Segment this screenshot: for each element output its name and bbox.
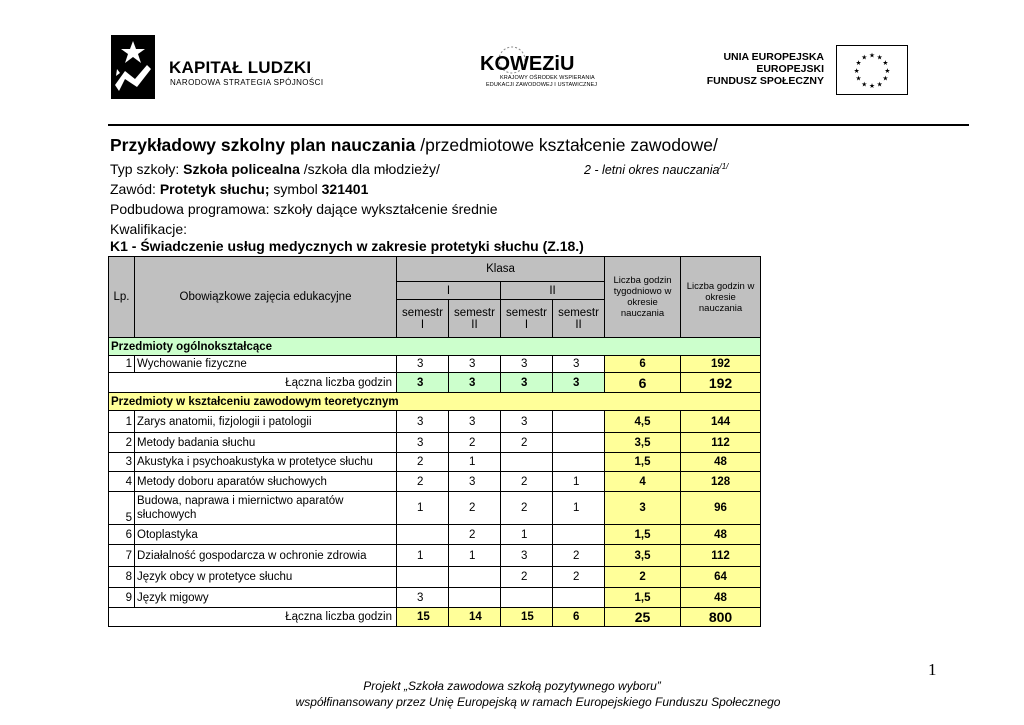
svg-text:★: ★ bbox=[884, 66, 891, 75]
cell-sem bbox=[501, 588, 553, 608]
cell-weekly: 1,5 bbox=[605, 453, 681, 472]
sum-total: 192 bbox=[681, 373, 761, 393]
cell-subject: Otoplastyka bbox=[135, 525, 397, 545]
eu-line3: FUNDUSZ SPOŁECZNY bbox=[706, 75, 824, 87]
sum-sem: 3 bbox=[449, 373, 501, 393]
cell-sem: 3 bbox=[501, 545, 553, 567]
cell-total: 144 bbox=[681, 411, 761, 433]
cell-sem: 3 bbox=[397, 433, 449, 453]
kowezu-line1: KRAJOWY OŚRODEK WSPIERANIA bbox=[500, 75, 595, 81]
cell-total: 112 bbox=[681, 545, 761, 567]
footer-funding: współfinansowany przez Unię Europejską w ramach Europejskiego Funduszu Społecznego bbox=[295, 695, 781, 709]
cell-sem: 3 bbox=[553, 356, 605, 373]
header-weekly: Liczba godzin tygodniowo w okresie nauczania bbox=[605, 257, 681, 338]
cell-lp: 8 bbox=[109, 567, 135, 588]
cell-sem bbox=[501, 453, 553, 472]
cell-sem bbox=[449, 567, 501, 588]
sum-sem: 14 bbox=[449, 608, 501, 627]
cell-sem: 1 bbox=[449, 545, 501, 567]
document-title: Przykładowy szkolny plan nauczania /przedmiotowe kształcenie zawodowe/ bbox=[110, 135, 718, 155]
kapital-ludzki-logo bbox=[111, 33, 324, 101]
cell-total: 112 bbox=[681, 433, 761, 453]
cell-sem: 1 bbox=[449, 453, 501, 472]
kowezu-logo bbox=[478, 42, 598, 100]
cell-sem: 3 bbox=[397, 588, 449, 608]
eu-logo bbox=[706, 45, 912, 97]
cell-sem: 1 bbox=[397, 545, 449, 567]
cell-total: 48 bbox=[681, 453, 761, 472]
cell-sem: 2 bbox=[397, 472, 449, 492]
profession-line: Zawód: Protetyk słuchu; symbol 321401 bbox=[110, 181, 369, 197]
cell-total: 96 bbox=[681, 492, 761, 525]
kapital-ludzki-title: KAPITAŁ LUDZKI bbox=[169, 58, 312, 77]
sum-sem: 3 bbox=[553, 373, 605, 393]
cell-weekly: 3,5 bbox=[605, 433, 681, 453]
header-subjects: Obowiązkowe zajęcia edukacyjne bbox=[135, 257, 397, 338]
section-title: Przedmioty w kształceniu zawodowym teoretycznym bbox=[109, 393, 761, 411]
cell-weekly: 1,5 bbox=[605, 588, 681, 608]
svg-text:★: ★ bbox=[861, 53, 868, 62]
teaching-period: 2 - letni okres nauczania$^{/1/}$ bbox=[584, 162, 729, 178]
table-row bbox=[109, 453, 761, 472]
cell-sem: 2 bbox=[501, 492, 553, 525]
sum-weekly: 25 bbox=[605, 608, 681, 627]
table-header-row-1 bbox=[109, 257, 761, 282]
table-row bbox=[109, 545, 761, 567]
cell-subject: Język migowy bbox=[135, 588, 397, 608]
header-semester: semestr II bbox=[553, 300, 605, 338]
teaching-plan-table bbox=[108, 256, 761, 627]
eu-line2: EUROPEJSKI bbox=[756, 63, 824, 75]
cell-lp: 9 bbox=[109, 588, 135, 608]
cell-sem: 3 bbox=[449, 356, 501, 373]
svg-text:★: ★ bbox=[868, 82, 876, 91]
header-total: Liczba godzin w okresie nauczania bbox=[681, 257, 761, 338]
kowezu-line2: EDUKACJI ZAWODOWEJ I USTAWICZNEJ bbox=[486, 82, 598, 88]
cell-sem: 1 bbox=[553, 472, 605, 492]
header-class-1: I bbox=[397, 282, 501, 300]
svg-text:★: ★ bbox=[876, 80, 883, 89]
eu-flag-icon bbox=[836, 45, 908, 95]
cell-lp: 2 bbox=[109, 433, 135, 453]
cell-sem: 3 bbox=[501, 411, 553, 433]
page-number: 1 bbox=[928, 660, 937, 679]
kapital-ludzki-subtitle: NARODOWA STRATEGIA SPÓJNOŚCI bbox=[170, 78, 324, 87]
cell-sem: 3 bbox=[449, 472, 501, 492]
cell-sem: 3 bbox=[397, 356, 449, 373]
cell-sem: 2 bbox=[553, 545, 605, 567]
cell-sem: 2 bbox=[501, 472, 553, 492]
table-row bbox=[109, 492, 761, 525]
cell-subject: Zarys anatomii, fizjologii i patologii bbox=[135, 411, 397, 433]
table-row bbox=[109, 567, 761, 588]
cell-sem: 2 bbox=[553, 567, 605, 588]
cell-sem bbox=[397, 525, 449, 545]
cell-lp: 1 bbox=[109, 411, 135, 433]
cell-total: 64 bbox=[681, 567, 761, 588]
footer-project: Projekt „Szkoła zawodowa szkołą pozytywnego wyboru” bbox=[363, 679, 661, 693]
cell-lp: 7 bbox=[109, 545, 135, 567]
cell-weekly: 4,5 bbox=[605, 411, 681, 433]
eu-line1: UNIA EUROPEJSKA bbox=[723, 51, 824, 63]
svg-text:★: ★ bbox=[882, 74, 889, 83]
cell-lp: 4 bbox=[109, 472, 135, 492]
cell-weekly: 6 bbox=[605, 356, 681, 373]
qualification-k1: K1 - Świadczenie usług medycznych w zakresie protetyki słuchu (Z.18.) bbox=[110, 238, 584, 254]
svg-text:★: ★ bbox=[876, 53, 883, 62]
cell-sem: 2 bbox=[449, 433, 501, 453]
cell-lp: 1 bbox=[109, 356, 135, 373]
sum-row bbox=[109, 373, 761, 393]
cell-sem: 2 bbox=[397, 453, 449, 472]
sum-row bbox=[109, 608, 761, 627]
header-semester: semestr I bbox=[397, 300, 449, 338]
kowezu-wordmark bbox=[478, 42, 593, 77]
cell-sem: 2 bbox=[449, 525, 501, 545]
table-row bbox=[109, 588, 761, 608]
cell-sem: 1 bbox=[397, 492, 449, 525]
cell-weekly: 3 bbox=[605, 492, 681, 525]
cell-total: 192 bbox=[681, 356, 761, 373]
header-class-2: II bbox=[501, 282, 605, 300]
programme-base-line: Podbudowa programowa: szkoły dające wykształcenie średnie bbox=[110, 201, 498, 217]
eu-text bbox=[707, 51, 824, 87]
cell-sem bbox=[397, 567, 449, 588]
cell-sem: 2 bbox=[501, 567, 553, 588]
cell-sem: 3 bbox=[397, 411, 449, 433]
svg-text:★: ★ bbox=[853, 66, 860, 75]
table-row bbox=[109, 356, 761, 373]
table-row bbox=[109, 525, 761, 545]
cell-subject: Budowa, naprawa i miernictwo aparatów słuchowych bbox=[135, 492, 397, 525]
kapital-ludzki-emblem-icon bbox=[111, 35, 155, 99]
section-title: Przedmioty ogólnokształcące bbox=[109, 338, 761, 356]
section-general-title-row bbox=[109, 338, 761, 356]
kowezu-name: KOWEZiU bbox=[480, 53, 575, 75]
header-klasa: Klasa bbox=[397, 257, 605, 282]
sum-weekly: 6 bbox=[605, 373, 681, 393]
cell-subject: Akustyka i psychoakustyka w protetyce słuchu bbox=[135, 453, 397, 472]
cell-weekly: 1,5 bbox=[605, 525, 681, 545]
cell-subject: Wychowanie fizyczne bbox=[135, 356, 397, 373]
cell-sem: 3 bbox=[501, 356, 553, 373]
cell-lp: 6 bbox=[109, 525, 135, 545]
cell-sem bbox=[553, 453, 605, 472]
sum-total: 800 bbox=[681, 608, 761, 627]
cell-sem bbox=[553, 588, 605, 608]
cell-sem: 2 bbox=[449, 492, 501, 525]
cell-weekly: 2 bbox=[605, 567, 681, 588]
table-row bbox=[109, 433, 761, 453]
sum-sem: 3 bbox=[501, 373, 553, 393]
cell-sem bbox=[449, 588, 501, 608]
cell-weekly: 4 bbox=[605, 472, 681, 492]
cell-subject: Działalność gospodarcza w ochronie zdrowia bbox=[135, 545, 397, 567]
sum-sem: 15 bbox=[397, 608, 449, 627]
svg-text:★: ★ bbox=[882, 59, 889, 68]
cell-sem: 2 bbox=[501, 433, 553, 453]
cell-subject: Metody doboru aparatów słuchowych bbox=[135, 472, 397, 492]
table-row bbox=[109, 472, 761, 492]
table-row bbox=[109, 411, 761, 433]
qualifications-label: Kwalifikacje: bbox=[110, 221, 188, 237]
header-divider bbox=[108, 124, 969, 126]
cell-sem bbox=[553, 433, 605, 453]
cell-sem: 3 bbox=[449, 411, 501, 433]
section-vocational-title-row bbox=[109, 393, 761, 411]
cell-lp: 3 bbox=[109, 453, 135, 472]
sum-label: Łączna liczba godzin bbox=[109, 608, 397, 627]
cell-subject: Metody badania słuchu bbox=[135, 433, 397, 453]
school-type-line: Typ szkoły: Szkoła policealna /szkoła dla młodzieży/ bbox=[110, 161, 440, 177]
cell-total: 48 bbox=[681, 525, 761, 545]
sum-label: Łączna liczba godzin bbox=[109, 373, 397, 393]
svg-text:★: ★ bbox=[855, 74, 862, 83]
cell-sem: 1 bbox=[553, 492, 605, 525]
header-semester: semestr I bbox=[501, 300, 553, 338]
sum-sem: 15 bbox=[501, 608, 553, 627]
cell-weekly: 3,5 bbox=[605, 545, 681, 567]
sum-sem: 3 bbox=[397, 373, 449, 393]
cell-lp: 5 bbox=[109, 492, 135, 525]
svg-text:★: ★ bbox=[868, 51, 876, 60]
svg-text:★: ★ bbox=[861, 80, 868, 89]
cell-total: 48 bbox=[681, 588, 761, 608]
header-lp: Lp. bbox=[109, 257, 135, 338]
cell-total: 128 bbox=[681, 472, 761, 492]
header-semester: semestr II bbox=[449, 300, 501, 338]
cell-subject: Język obcy w protetyce słuchu bbox=[135, 567, 397, 588]
cell-sem: 1 bbox=[501, 525, 553, 545]
cell-sem bbox=[553, 411, 605, 433]
cell-sem bbox=[553, 525, 605, 545]
svg-text:★: ★ bbox=[855, 59, 862, 68]
sum-sem: 6 bbox=[553, 608, 605, 627]
